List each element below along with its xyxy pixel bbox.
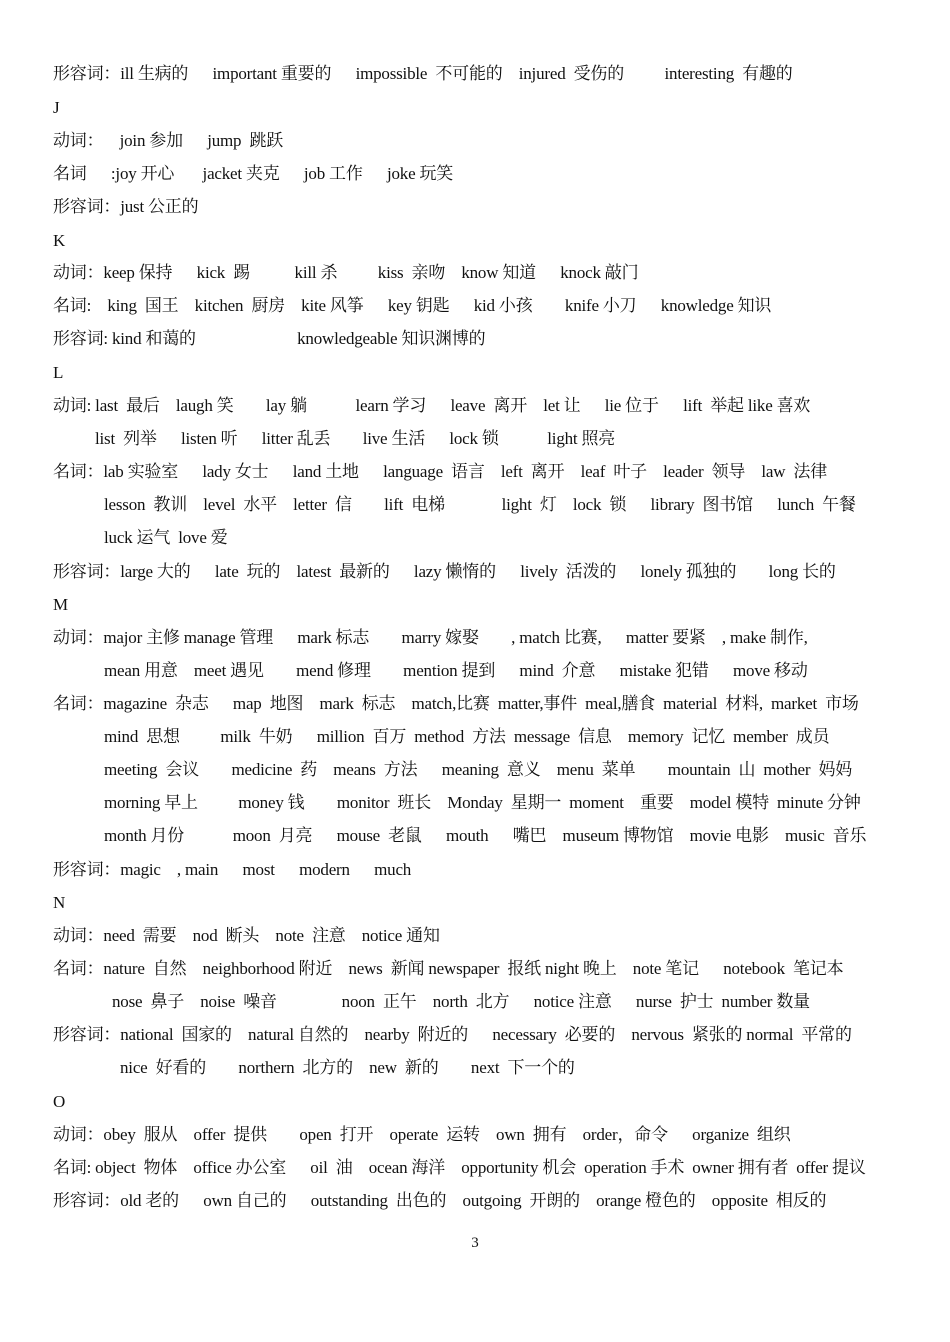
adjectives-l-line: 形容词：large 大的 late 玩的 latest 最新的 lazy 懒惰的 lively 活泼的 lonely 孤独的 long 长的 xyxy=(53,562,836,581)
nouns-m-line-5: month 月份 moon 月亮 mouse 老鼠 mouth 嘴巴 museum 博物馆 movie 电影 music 音乐 xyxy=(104,826,867,845)
nouns-m-line-3: meeting 会议 medicine 药 means 方法 meaning 意义 menu 菜单 mountain 山 mother 妈妈 xyxy=(104,760,853,779)
section-heading-o: O xyxy=(53,1092,66,1111)
nouns-l-line-3: luck 运气 love 爱 xyxy=(104,528,228,547)
adjectives-k-line: 形容词: kind 和蔼的 knowledgeable 知识渊博的 xyxy=(53,329,486,348)
page-number: 3 xyxy=(471,1235,479,1251)
verbs-j-line: 动词： join 参加 jump 跳跃 xyxy=(53,131,284,150)
section-heading-m: M xyxy=(53,595,68,614)
adjectives-n-line-2: nice 好看的 northern 北方的 new 新的 next 下一个的 xyxy=(120,1058,575,1077)
verbs-k-line: 动词：keep 保持 kick 踢 kill 杀 kiss 亲吻 know 知道 knock 敲门 xyxy=(53,263,639,282)
nouns-m-line-2: mind 思想 milk 牛奶 million 百万 method 方法 message 信息 memory 记忆 member 成员 xyxy=(104,727,830,746)
verbs-l-line-2: list 列举 listen 听 litter 乱丢 live 生活 lock 锁 light 照亮 xyxy=(95,429,616,448)
verbs-o-line: 动词：obey 服从 offer 提供 open 打开 operate 运转 own 拥有 order，命令 organize 组织 xyxy=(53,1125,791,1144)
nouns-m-line-4: morning 早上 money 钱 monitor 班长 Monday 星期一 moment 重要 model 模特 minute 分钟 xyxy=(104,793,861,812)
nouns-n-line-2: nose 鼻子 noise 噪音 noon 正午 north 北方 notice 注意 nurse 护士 number 数量 xyxy=(112,992,810,1011)
section-heading-j: J xyxy=(53,98,60,117)
nouns-l-line-2: lesson 教训 level 水平 letter 信 lift 电梯 light 灯 lock 锁 library 图书馆 lunch 午餐 xyxy=(104,495,856,514)
nouns-j-line: 名词 :joy 开心 jacket 夹克 job 工作 joke 玩笑 xyxy=(53,164,454,183)
verbs-n-line: 动词：need 需要 nod 断头 note 注意 notice 通知 xyxy=(53,926,440,945)
nouns-k-line: 名词: king 国王 kitchen 厨房 kite 风筝 key 钥匙 kid 小孩 knife 小刀 knowledge 知识 xyxy=(53,296,772,315)
adjectives-j-line: 形容词：just 公正的 xyxy=(53,197,199,216)
adjectives-n-line-1: 形容词：national 国家的 natural 自然的 nearby 附近的 necessary 必要的 nervous 紧张的 normal 平常的 xyxy=(53,1025,852,1044)
adjectives-i-line: 形容词：ill 生病的 important 重要的 impossible 不可能的 injured 受伤的 interesting 有趣的 xyxy=(53,64,793,83)
verbs-l-line-1: 动词: last 最后 laugh 笑 lay 躺 learn 学习 leave 离开 let 让 lie 位于 lift 举起 like 喜欢 xyxy=(53,396,811,415)
verbs-m-line-2: mean 用意 meet 遇见 mend 修理 mention 提到 mind 介意 mistake 犯错 move 移动 xyxy=(104,661,808,680)
section-heading-n: N xyxy=(53,893,66,912)
nouns-m-line-1: 名词：magazine 杂志 map 地图 mark 标志 match,比赛 matter,事件 meal,膳食 material 材料, market 市场 xyxy=(53,694,859,713)
section-heading-l: L xyxy=(53,363,64,382)
section-heading-k: K xyxy=(53,231,66,250)
verbs-m-line-1: 动词：major 主修 manage 管理 mark 标志 marry 嫁娶 , match 比赛, matter 要紧 , make 制作, xyxy=(53,628,808,647)
nouns-n-line-1: 名词：nature 自然 neighborhood 附近 news 新闻 newspaper 报纸 night 晚上 note 笔记 notebook 笔记本 xyxy=(53,959,844,978)
adjectives-o-line: 形容词：old 老的 own 自己的 outstanding 出色的 outgoing 开朗的 orange 橙色的 opposite 相反的 xyxy=(53,1191,827,1210)
nouns-o-line: 名词: object 物体 office 办公室 oil 油 ocean 海洋 opportunity 机会 operation 手术 owner 拥有者 offer 提议 xyxy=(53,1158,866,1177)
nouns-l-line-1: 名词：lab 实验室 lady 女士 land 土地 language 语言 left 离开 leaf 叶子 leader 领导 law 法律 xyxy=(53,462,828,481)
adjectives-m-line: 形容词：magic , main most modern much xyxy=(53,860,412,879)
